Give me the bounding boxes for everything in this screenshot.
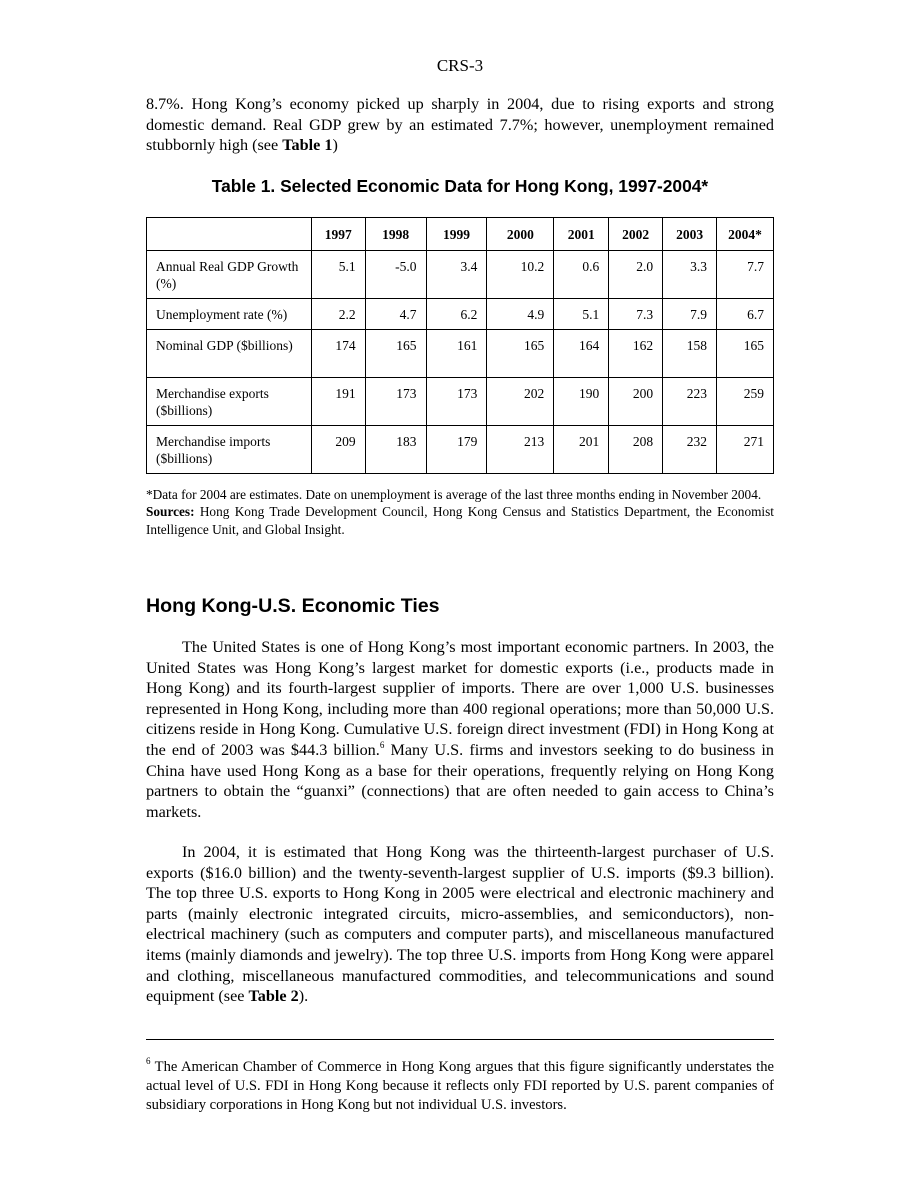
table-cell: 183 <box>365 426 426 474</box>
footnote-6 <box>146 1058 774 1115</box>
table1-estimate-note: *Data for 2004 are estimates. Date on unemployment is average of the last three months ending in November 2004. <box>146 487 762 502</box>
sources-text: Hong Kong Trade Development Council, Hong Kong Census and Statistics Department, the Economist Intelligence Unit, and Global Insight. <box>146 504 774 537</box>
table-cell: 158 <box>663 330 717 378</box>
page-number-header: CRS-3 <box>436 56 484 75</box>
section-heading: Hong Kong-U.S. Economic Ties <box>146 595 440 617</box>
table-cell: 259 <box>717 378 774 426</box>
row-label: Merchandise imports ($billions) <box>147 426 312 474</box>
table1-sources <box>146 503 774 538</box>
table-cell: 7.3 <box>609 299 663 330</box>
table-cell: 2.0 <box>609 251 663 299</box>
table-cell: 209 <box>311 426 365 474</box>
table-cell: 3.3 <box>663 251 717 299</box>
paragraph-text: In 2004, it is estimated that Hong Kong was the thirteenth-largest purchaser of U.S. exports ($16.0 billion) and the twenty-seventh-largest supplier of U.S. imports ($9.3 billion). The top three U.S. exports to Hong Kong in 2005 were electrical and electronic machinery and parts (mainly electronic integrated circuits, micro-assemblies, and semiconductors), non-electrical machinery (such as computers and computer parts), and miscellaneous manufactured items (mainly diamonds and jewelry). The top three U.S. imports from Hong Kong were apparel and clothing, miscellaneous manufactured commodities, and telecommunications and sound equipment (see <box>146 843 774 1006</box>
table-cell: 191 <box>311 378 365 426</box>
intro-text: 8.7%. Hong Kong’s economy picked up sharply in 2004, due to rising exports and strong domestic demand. Real GDP grew by an estimated 7.7%; however, unemployment remained stubbornly high (see <box>146 95 774 155</box>
table-cell: 7.7 <box>717 251 774 299</box>
table-cell: 4.9 <box>487 299 554 330</box>
table-cell: 190 <box>554 378 609 426</box>
economic-ties-paragraph-1 <box>146 637 774 822</box>
year-header: 2000 <box>487 218 554 251</box>
table-cell: 0.6 <box>554 251 609 299</box>
table-cell: 10.2 <box>487 251 554 299</box>
row-label: Unemployment rate (%) <box>147 299 312 330</box>
table-cell: 7.9 <box>663 299 717 330</box>
table-cell: 161 <box>426 330 487 378</box>
table-cell: 162 <box>609 330 663 378</box>
table-cell: 165 <box>487 330 554 378</box>
header-blank-cell <box>147 218 312 251</box>
intro-paragraph <box>146 94 774 156</box>
table-cell: 6.2 <box>426 299 487 330</box>
table-cell: -5.0 <box>365 251 426 299</box>
table-cell: 201 <box>554 426 609 474</box>
year-header: 2001 <box>554 218 609 251</box>
table-cell: 6.7 <box>717 299 774 330</box>
table1-caption: Table 1. Selected Economic Data for Hong Kong, 1997-2004* <box>211 176 709 196</box>
table-cell: 164 <box>554 330 609 378</box>
paragraph-close: ). <box>298 987 309 1006</box>
table-cell: 271 <box>717 426 774 474</box>
row-label: Annual Real GDP Growth (%) <box>147 251 312 299</box>
year-header: 1998 <box>365 218 426 251</box>
table-cell: 232 <box>663 426 717 474</box>
footnote-text: The American Chamber of Commerce in Hong Kong argues that this figure significantly understates the actual level of U.S. FDI in Hong Kong because it reflects only FDI reported by U.S. parent companies of subsidiary corporations in Hong Kong but not individual U.S. investors. <box>146 1059 774 1113</box>
table-cell: 213 <box>487 426 554 474</box>
intro-close: ) <box>332 136 338 155</box>
table-cell: 208 <box>609 426 663 474</box>
year-header: 1999 <box>426 218 487 251</box>
table-cell: 165 <box>717 330 774 378</box>
table-cell: 165 <box>365 330 426 378</box>
paragraph-text: The United States is one of Hong Kong’s most important economic partners. In 2003, the United States was Hong Kong’s largest market for domestic exports (i.e., products made in Hong Kong) and its fourth-largest supplier of imports. There are over 1,000 U.S. businesses represented in Hong Kong, including more than 400 regional operations; more than 50,000 U.S. citizens reside in Hong Kong. Cumulative U.S. foreign direct investment (FDI) in Hong Kong at the end of 2003 was $44.3 billion. <box>146 638 774 759</box>
table-header-row <box>147 218 774 251</box>
row-label: Merchandise exports ($billions) <box>147 378 312 426</box>
table-row <box>147 299 774 330</box>
sources-label: Sources: <box>146 504 195 520</box>
footnote-reference: 6 <box>379 739 385 750</box>
table1-reference: Table 1 <box>282 136 333 155</box>
footnote-number: 6 <box>146 1056 151 1066</box>
economic-ties-paragraph-2 <box>146 842 774 1007</box>
economic-data-table <box>146 217 774 474</box>
table-row <box>147 378 774 426</box>
year-header: 2002 <box>609 218 663 251</box>
table-cell: 223 <box>663 378 717 426</box>
table1-notes <box>146 486 774 538</box>
table-row <box>147 426 774 474</box>
year-header: 2003 <box>663 218 717 251</box>
table-cell: 174 <box>311 330 365 378</box>
table2-reference: Table 2 <box>248 987 299 1006</box>
table-cell: 5.1 <box>311 251 365 299</box>
table-cell: 5.1 <box>554 299 609 330</box>
table-cell: 2.2 <box>311 299 365 330</box>
year-header: 2004* <box>717 218 774 251</box>
table-cell: 3.4 <box>426 251 487 299</box>
table-cell: 202 <box>487 378 554 426</box>
paragraph-text-continued: Many U.S. firms and investors seeking to do business in China have used Hong Kong as a base for their operations, frequently relying on Hong Kong partners to obtain the “guanxi” (connections) that are often needed to gain access to China’s markets. <box>146 740 775 821</box>
table-cell: 4.7 <box>365 299 426 330</box>
row-label: Nominal GDP ($billions) <box>147 330 312 378</box>
table-cell: 173 <box>365 378 426 426</box>
table-cell: 173 <box>426 378 487 426</box>
footnote-divider <box>146 1039 774 1040</box>
table-cell: 200 <box>609 378 663 426</box>
table-row <box>147 330 774 378</box>
year-header: 1997 <box>311 218 365 251</box>
table-cell: 179 <box>426 426 487 474</box>
table-row <box>147 251 774 299</box>
